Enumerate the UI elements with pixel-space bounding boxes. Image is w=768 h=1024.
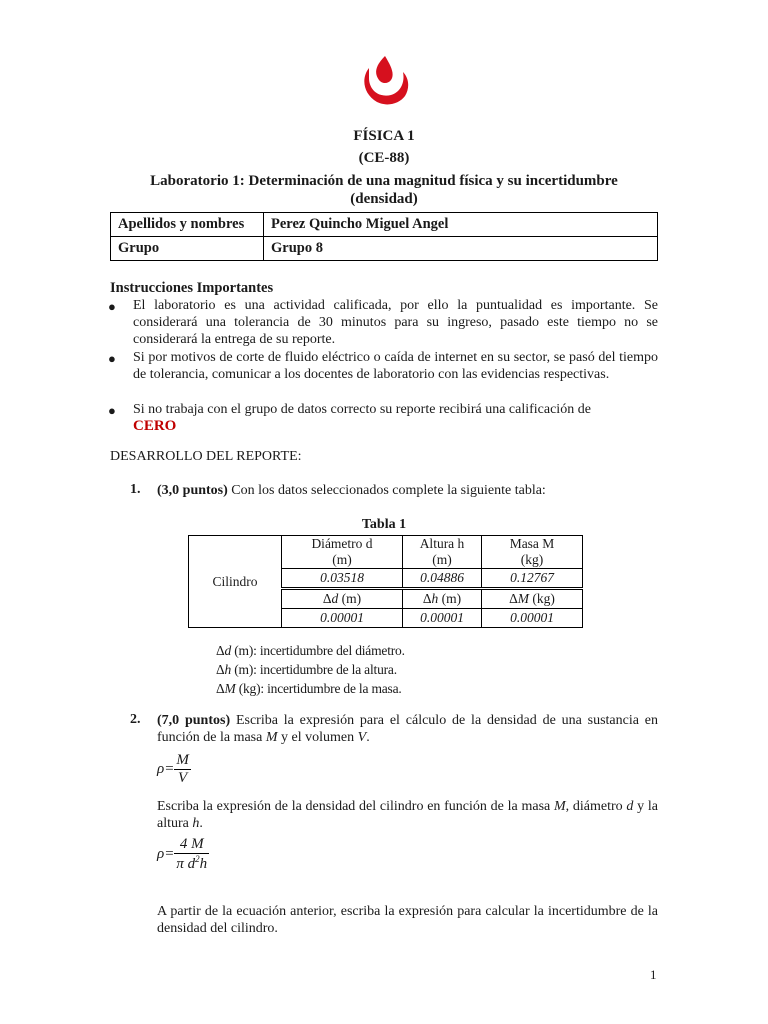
question-1-points: (3,0 puntos)	[157, 483, 228, 498]
numerator: 4 M	[174, 836, 209, 854]
formula-lhs: ρ=	[157, 845, 175, 862]
header-height	[403, 536, 482, 569]
exponent: 2	[195, 854, 200, 864]
variable: h	[192, 816, 200, 831]
header-mass	[482, 536, 583, 569]
header-line: Diámetro d	[311, 536, 373, 551]
uncert-header-diameter	[282, 589, 403, 609]
variable: h	[199, 856, 208, 872]
variable: M	[553, 799, 566, 814]
denominator: V	[177, 770, 188, 786]
header-unit: (kg)	[520, 552, 544, 567]
numerator: M	[176, 752, 189, 768]
variable: M	[224, 681, 236, 696]
uncert-header-height	[403, 589, 482, 609]
variable: h	[224, 662, 232, 677]
row-label: Cilindro	[189, 536, 282, 628]
variable: d	[626, 799, 634, 814]
text: y el volumen	[277, 730, 358, 745]
header-unit: (m)	[332, 552, 352, 567]
variable: h	[431, 591, 439, 606]
unit: (m)	[338, 591, 362, 606]
value-height: 0.04886	[403, 569, 482, 589]
value-mass: 0.12767	[482, 569, 583, 589]
density-formula	[157, 752, 191, 787]
instruction-item-1: El laboratorio es una actividad calificada, por ello la puntualidad es importante. Se considerará una tolerancia de 30 minutos para su ingreso, pasado este tiempo no se considerará la entrega de su reporte.	[133, 298, 658, 347]
uncert-header-mass	[482, 589, 583, 609]
delta-symbol: Δ	[216, 662, 225, 677]
pi-symbol: π	[176, 856, 184, 872]
table-row	[111, 213, 658, 237]
uncert-value-mass: 0.00001	[482, 609, 583, 628]
delta-symbol: Δ	[509, 591, 518, 606]
instruction-item-3	[133, 401, 658, 435]
data-table	[188, 535, 583, 628]
info-value-name: Perez Quincho Miguel Angel	[264, 213, 658, 237]
text: y la altura	[157, 799, 658, 831]
formula-lhs: ρ=	[157, 760, 175, 777]
page-number: 1	[650, 967, 657, 982]
university-logo-icon	[355, 52, 415, 112]
legend-text: (kg): incertidumbre de la masa.	[235, 681, 402, 696]
question-2-points: (7,0 puntos)	[157, 713, 231, 728]
legend-item-height	[216, 662, 397, 678]
student-info-table	[110, 212, 658, 261]
unit: (kg)	[529, 591, 555, 606]
lab-title: Laboratorio 1: Determinación de una magnitud física y su incertidumbre	[150, 173, 618, 189]
value-diameter: 0.03518	[282, 569, 403, 589]
text: , diámetro	[565, 799, 627, 814]
instructions-title: Instrucciones Importantes	[110, 280, 274, 296]
instruction-item-2: Si por motivos de corte de fluido eléctrico o caída de internet en su sector, se pasó del tiempo de tolerancia, comunicar a los docentes de laboratorio con las evidencias respectivas.	[133, 350, 658, 382]
cylinder-density-formula	[157, 836, 209, 873]
variable: M	[265, 730, 278, 745]
variable: V	[357, 730, 367, 745]
course-code: (CE-88)	[358, 150, 410, 166]
question-1-text	[157, 482, 658, 499]
header-line: Masa M	[509, 536, 555, 551]
question-2-paragraph-3: A partir de la ecuación anterior, escriba la expresión para calcular la incertidumbre de la densidad del cilindro.	[157, 904, 658, 936]
info-label-group: Grupo	[111, 237, 264, 261]
variable: M	[517, 591, 530, 606]
question-2-number: 2.	[130, 712, 141, 727]
lab-subtitle: (densidad)	[350, 191, 418, 207]
course-title: FÍSICA 1	[353, 128, 415, 144]
header-line: Altura h	[419, 536, 465, 551]
delta-symbol: Δ	[216, 681, 225, 696]
fraction	[174, 836, 209, 873]
table-1-title: Tabla 1	[361, 517, 407, 532]
unit: (m)	[438, 591, 462, 606]
uncert-value-diameter: 0.00001	[282, 609, 403, 628]
text: Escriba la expresión de la densidad del cilindro en función de la masa	[157, 799, 554, 814]
text: .	[366, 730, 370, 745]
question-2-paragraph-2	[157, 798, 658, 832]
delta-symbol: Δ	[422, 591, 432, 606]
header-diameter	[282, 536, 403, 569]
bullet-icon: ●	[108, 403, 116, 418]
table-row	[111, 237, 658, 261]
header-unit: (m)	[432, 552, 452, 567]
legend-text: (m): incertidumbre de la altura.	[231, 662, 397, 677]
delta-symbol: Δ	[216, 643, 225, 658]
bullet-icon: ●	[108, 351, 116, 366]
legend-item-diameter	[216, 643, 405, 659]
info-value-group: Grupo 8	[264, 237, 658, 261]
legend-text: (m): incertidumbre del diámetro.	[231, 643, 405, 658]
text: .	[199, 816, 203, 831]
variable: d	[187, 856, 196, 872]
fraction	[174, 752, 191, 787]
text: Escriba la expresión para el cálculo de la densidad de una sustancia en función de la masa	[157, 713, 658, 745]
cero-warning: CERO	[133, 418, 177, 434]
delta-symbol: Δ	[322, 591, 332, 606]
question-2-text	[157, 712, 658, 746]
uncert-value-height: 0.00001	[403, 609, 482, 628]
section-title: DESARROLLO DEL REPORTE:	[110, 449, 302, 464]
table-row	[189, 536, 583, 569]
variable: d	[224, 643, 232, 658]
legend-item-mass	[216, 681, 402, 697]
question-1-number: 1.	[130, 482, 141, 497]
denominator	[174, 854, 209, 873]
instruction-item-3-text: Si no trabaja con el grupo de datos correcto su reporte recibirá una calificación de	[133, 402, 591, 417]
variable: d	[331, 591, 339, 606]
question-1-body: Con los datos seleccionados complete la siguiente tabla:	[227, 483, 546, 498]
info-label-name: Apellidos y nombres	[111, 213, 264, 237]
bullet-icon: ●	[108, 299, 116, 314]
